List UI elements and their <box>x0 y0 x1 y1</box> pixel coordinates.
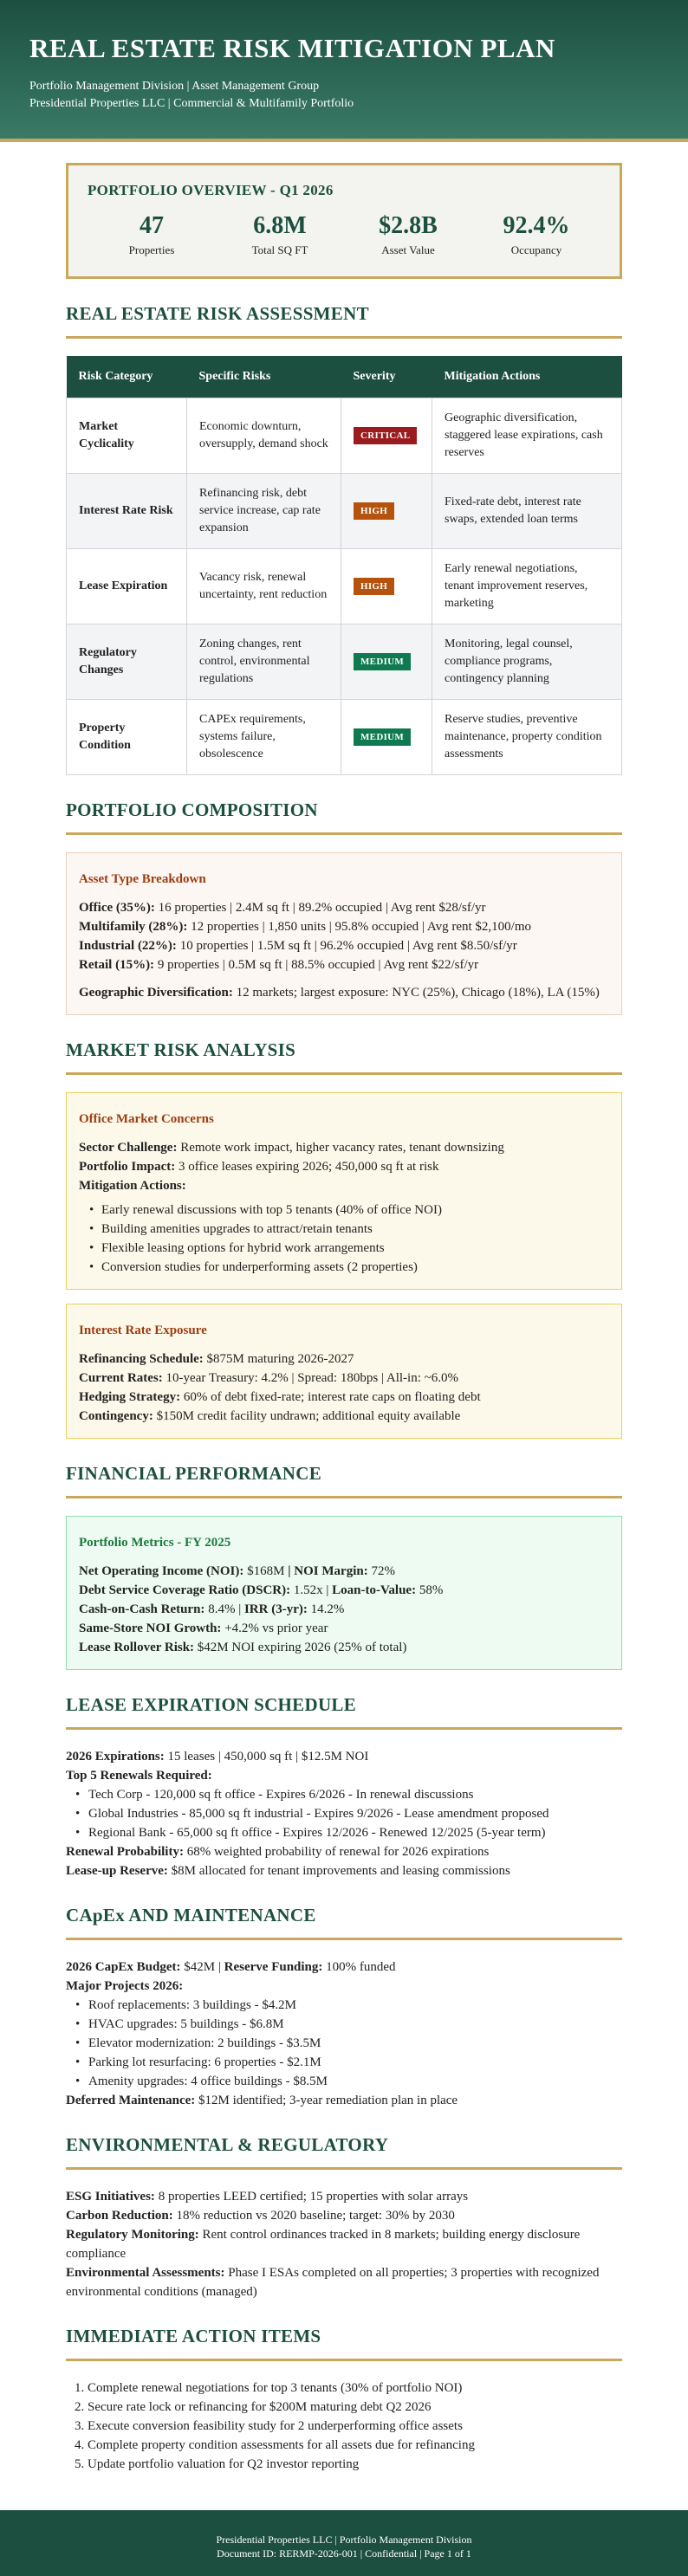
severity-badge: MEDIUM <box>354 728 411 746</box>
field-text: $875M maturing 2026-2027 <box>206 1351 354 1366</box>
risk-category: Market Cyclicality <box>67 398 187 473</box>
stat-value: $2.8B <box>379 212 438 239</box>
severity-cell <box>341 548 432 624</box>
asset-label: Multifamily (28%): <box>79 919 188 934</box>
field-value: 100% funded <box>326 1959 396 1974</box>
box-title: Office Market Concerns <box>79 1111 214 1126</box>
field-value: $168M <box>247 1563 285 1578</box>
field-text: Rent control ordinances tracked in 8 markets; building energy disclosure compliance <box>66 2227 581 2261</box>
list-item: • Roof replacements: 3 buildings - $4.2M <box>66 1996 622 2015</box>
expirations-line <box>66 1747 622 1766</box>
risk-category: Regulatory Changes <box>67 624 187 699</box>
field-label: Contingency: <box>79 1408 153 1423</box>
asset-office <box>79 898 609 917</box>
stat-properties <box>88 212 216 259</box>
regulatory-monitoring-line <box>66 2225 622 2263</box>
asset-label: Industrial (22%): <box>79 938 177 953</box>
field-label: Net Operating Income (NOI): <box>79 1563 244 1578</box>
severity-badge: MEDIUM <box>354 653 411 670</box>
list-item: • Amenity upgrades: 4 office buildings - $8.5M <box>66 2072 622 2091</box>
field-value: 8.4% <box>208 1602 236 1616</box>
mitigation-actions-label <box>79 1176 609 1195</box>
stat-label: Occupancy <box>510 243 562 256</box>
field-label: IRR (3-yr): <box>243 1602 308 1616</box>
same-store-line <box>79 1619 609 1638</box>
field-label: Refinancing Schedule: <box>79 1351 204 1366</box>
list-item: • Early renewal discussions with top 5 tenants (40% of office NOI) <box>79 1201 609 1220</box>
table-row <box>67 548 622 624</box>
field-text: $12M identified; 3-year remediation plan in place <box>198 2093 458 2107</box>
field-value: $42M NOI expiring 2026 (25% of total) <box>197 1640 407 1654</box>
list-item: 2. Secure rate lock or refinancing for $200M maturing debt Q2 2026 <box>75 2399 432 2414</box>
field-label: Reserve Funding: <box>224 1959 323 1974</box>
field-label: Same-Store NOI Growth: <box>79 1621 222 1635</box>
portfolio-overview-box <box>66 163 622 279</box>
stat-value: 47 <box>140 212 164 239</box>
portfolio-impact <box>79 1157 609 1176</box>
refinancing-schedule <box>79 1349 609 1369</box>
field-label: Regulatory Monitoring: <box>66 2227 199 2242</box>
field-text: $8M allocated for tenant improvements and leasing commissions <box>171 1863 510 1878</box>
action-items-list <box>66 2379 622 2474</box>
projects-label <box>66 1977 622 1996</box>
list-item: • Parking lot resurfacing: 6 properties - $2.1M <box>66 2053 622 2072</box>
severity-cell <box>341 624 432 699</box>
field-label: Renewal Probability: <box>66 1844 184 1859</box>
field-label: Current Rates: <box>79 1370 163 1385</box>
field-value: 1.52x <box>293 1582 323 1597</box>
severity-cell <box>341 398 432 473</box>
column-header: Risk Category <box>67 356 187 398</box>
mitigation-actions: Geographic diversification, staggered lease expirations, cash reserves <box>432 398 622 473</box>
section-title-market-risk: MARKET RISK ANALYSIS <box>66 1038 622 1075</box>
asset-text: 16 properties | 2.4M sq ft | 89.2% occupied | Avg rent $28/sf/yr <box>158 900 486 915</box>
geo-text: 12 markets; largest exposure: NYC (25%), Chicago (18%), LA (15%) <box>236 985 600 1000</box>
asset-industrial <box>79 936 609 955</box>
capex-content <box>66 1958 622 2110</box>
footer-line1: Presidential Properties LLC | Portfolio Management Division <box>216 2533 472 2546</box>
mitigation-actions-list <box>79 1201 609 1277</box>
rollover-line <box>79 1638 609 1657</box>
mitigation-actions: Fixed-rate debt, interest rate swaps, extended loan terms <box>432 473 622 548</box>
lease-up-reserve-line <box>66 1861 622 1880</box>
current-rates <box>79 1369 609 1388</box>
hedging-strategy <box>79 1388 609 1407</box>
list-item: • Building amenities upgrades to attract/retain tenants <box>79 1220 609 1239</box>
table-row <box>67 398 622 473</box>
list-item: 5. Update portfolio valuation for Q2 investor reporting <box>75 2456 360 2471</box>
field-label: Loan-to-Value: <box>332 1582 417 1597</box>
specific-risks: Refinancing risk, debt service increase, cap rate expansion <box>187 473 341 548</box>
document-title: REAL ESTATE RISK MITIGATION PLAN <box>29 33 555 63</box>
specific-risks: Zoning changes, rent control, environmental regulations <box>187 624 341 699</box>
severity-badge: HIGH <box>354 502 394 520</box>
field-label: Top 5 Renewals Required: <box>66 1768 212 1783</box>
field-label: Mitigation Actions: <box>79 1178 186 1193</box>
mitigation-actions: Early renewal negotiations, tenant improvement reserves, marketing <box>432 548 622 624</box>
box-title: Interest Rate Exposure <box>79 1323 207 1337</box>
field-label: Lease-up Reserve: <box>66 1863 168 1878</box>
stat-label: Total SQ FT <box>251 243 308 256</box>
interest-rate-exposure-box <box>66 1304 622 1439</box>
list-item: • HVAC upgrades: 5 buildings - $6.8M <box>66 2015 622 2034</box>
overview-stats <box>88 212 600 259</box>
environmental-content <box>66 2187 622 2301</box>
risk-category: Lease Expiration <box>67 548 187 624</box>
lease-expiration-content <box>66 1747 622 1880</box>
stat-value: 92.4% <box>503 212 570 239</box>
severity-badge: HIGH <box>354 578 394 595</box>
projects-list <box>66 1996 622 2091</box>
asset-label: Retail (15%): <box>79 957 155 972</box>
field-text: 15 leases | 450,000 sq ft | $12.5M NOI <box>167 1749 369 1764</box>
list-item: • Regional Bank - 65,000 sq ft office - Expires 12/2026 - Renewed 12/2025 (5-year term) <box>66 1823 622 1842</box>
environmental-assessments-line <box>66 2263 622 2301</box>
field-value: +4.2% vs prior year <box>224 1621 328 1635</box>
section-title-financial-performance: FINANCIAL PERFORMANCE <box>66 1461 622 1498</box>
field-label: Environmental Assessments: <box>66 2265 225 2280</box>
stat-value: 6.8M <box>253 212 307 239</box>
esg-line <box>66 2187 622 2206</box>
section-title-action-items: IMMEDIATE ACTION ITEMS <box>66 2324 622 2361</box>
column-header: Specific Risks <box>187 356 341 398</box>
list-item: 3. Execute conversion feasibility study for 2 underperforming office assets <box>75 2418 463 2433</box>
box-title: Asset Type Breakdown <box>79 871 206 886</box>
mitigation-actions: Reserve studies, preventive maintenance, property condition assessments <box>432 699 622 774</box>
field-label: 2026 CapEx Budget: <box>66 1959 181 1974</box>
overview-title: PORTFOLIO OVERVIEW - Q1 2026 <box>88 182 334 198</box>
contingency <box>79 1407 609 1426</box>
field-label: NOI Margin: <box>294 1563 368 1578</box>
specific-risks: CAPEx requirements, systems failure, obsolescence <box>187 699 341 774</box>
field-text: 68% weighted probability of renewal for 2026 expirations <box>186 1844 490 1859</box>
stat-label: Asset Value <box>381 243 435 256</box>
field-text: $150M credit facility undrawn; additional equity available <box>156 1408 461 1423</box>
footer-line2: Document ID: RERMP-2026-001 | Confidential | Page 1 of 1 <box>217 2547 471 2560</box>
field-label: Debt Service Coverage Ratio (DSCR): <box>79 1582 291 1597</box>
deferred-maintenance-line <box>66 2091 622 2110</box>
header-subtitle-line2: Presidential Properties LLC | Commercial & Multifamily Portfolio <box>29 97 354 110</box>
list-item: • Flexible leasing options for hybrid work arrangements <box>79 1239 609 1258</box>
portfolio-metrics-box <box>66 1516 622 1670</box>
field-label: Carbon Reduction: <box>66 2208 173 2223</box>
list-item: 4. Complete property condition assessments for all assets due for refinancing <box>75 2437 475 2452</box>
field-text: 3 office leases expiring 2026; 450,000 sq ft at risk <box>178 1159 439 1174</box>
renewals-list <box>66 1785 622 1842</box>
separator: | <box>288 1563 291 1578</box>
stat-asset-value <box>344 212 472 259</box>
mitigation-actions: Monitoring, legal counsel, compliance programs, contingency planning <box>432 624 622 699</box>
dscr-line <box>79 1581 609 1600</box>
asset-text: 10 properties | 1.5M sq ft | 96.2% occupied | Avg rent $8.50/sf/yr <box>179 938 517 953</box>
field-value: $42M <box>184 1959 216 1974</box>
field-text: Phase I ESAs completed on all properties; 3 properties with recognized environmental conditions (managed) <box>66 2265 600 2299</box>
table-row <box>67 473 622 548</box>
list-item: • Elevator modernization: 2 buildings - $3.5M <box>66 2034 622 2053</box>
stat-occupancy <box>472 212 600 259</box>
section-title-environmental: ENVIRONMENTAL & REGULATORY <box>66 2133 622 2170</box>
field-label: Hedging Strategy: <box>79 1389 181 1404</box>
section-title-portfolio-composition: PORTFOLIO COMPOSITION <box>66 798 622 835</box>
section-title-risk-assessment: REAL ESTATE RISK ASSESSMENT <box>66 301 622 339</box>
list-item: • Tech Corp - 120,000 sq ft office - Expires 6/2026 - In renewal discussions <box>66 1785 622 1804</box>
field-text: 60% of debt fixed-rate; interest rate caps on floating debt <box>183 1389 481 1404</box>
field-value: 72% <box>371 1563 395 1578</box>
field-label: 2026 Expirations: <box>66 1749 165 1764</box>
field-text: 8 properties LEED certified; 15 properties with solar arrays <box>158 2189 469 2204</box>
section-title-lease-expiration: LEASE EXPIRATION SCHEDULE <box>66 1693 622 1730</box>
specific-risks: Vacancy risk, renewal uncertainty, rent reduction <box>187 548 341 624</box>
asset-text: 9 properties | 0.5M sq ft | 88.5% occupied | Avg rent $22/sf/yr <box>157 957 479 972</box>
noi-line <box>79 1562 609 1581</box>
header-subtitle-line1: Portfolio Management Division | Asset Management Group <box>29 80 320 93</box>
field-label: Sector Challenge: <box>79 1140 178 1155</box>
separator: | <box>217 1959 221 1974</box>
field-text: Remote work impact, higher vacancy rates, tenant downsizing <box>180 1140 504 1155</box>
specific-risks: Economic downturn, oversupply, demand shock <box>187 398 341 473</box>
table-row <box>67 699 622 774</box>
table-row <box>67 624 622 699</box>
office-market-concerns-box <box>66 1092 622 1290</box>
severity-badge: CRITICAL <box>354 427 417 444</box>
stat-total-sqft <box>216 212 344 259</box>
field-label: Lease Rollover Risk: <box>79 1640 195 1654</box>
field-value: 14.2% <box>310 1602 345 1616</box>
document-body <box>0 142 688 2474</box>
geo-label: Geographic Diversification: <box>79 985 233 1000</box>
header-subtitle <box>29 78 659 113</box>
asset-label: Office (35%): <box>79 900 155 915</box>
table-header-row <box>67 356 622 398</box>
column-header: Severity <box>341 356 432 398</box>
renewals-label <box>66 1766 622 1785</box>
severity-cell <box>341 699 432 774</box>
field-value: 58% <box>419 1582 444 1597</box>
carbon-line <box>66 2206 622 2225</box>
document-header <box>0 0 688 142</box>
document-footer <box>0 2510 688 2576</box>
asset-retail <box>79 955 609 974</box>
returns-line <box>79 1600 609 1619</box>
field-label: Deferred Maintenance: <box>66 2093 196 2107</box>
field-label: Major Projects 2026: <box>66 1978 184 1993</box>
risk-category: Interest Rate Risk <box>67 473 187 548</box>
renewal-probability-line <box>66 1842 622 1861</box>
severity-cell <box>341 473 432 548</box>
asset-text: 12 properties | 1,850 units | 95.8% occupied | Avg rent $2,100/mo <box>191 919 531 934</box>
field-text: 10-year Treasury: 4.2% | Spread: 180bps | All-in: ~6.0% <box>166 1370 458 1385</box>
field-text: 18% reduction vs 2020 baseline; target: 30% by 2030 <box>176 2208 455 2223</box>
list-item: 1. Complete renewal negotiations for top 3 tenants (30% of portfolio NOI) <box>75 2380 463 2395</box>
section-title-capex: CApEx AND MAINTENANCE <box>66 1903 622 1940</box>
separator: | <box>326 1582 329 1597</box>
list-item: • Conversion studies for underperforming assets (2 properties) <box>79 1258 609 1277</box>
box-title: Portfolio Metrics - FY 2025 <box>79 1535 231 1550</box>
list-item: • Global Industries - 85,000 sq ft industrial - Expires 9/2026 - Lease amendment proposed <box>66 1804 622 1823</box>
asset-type-breakdown-box <box>66 852 622 1015</box>
field-label: Cash-on-Cash Return: <box>79 1602 205 1616</box>
stat-label: Properties <box>128 243 175 256</box>
asset-multifamily <box>79 917 609 936</box>
field-label: ESG Initiatives: <box>66 2189 155 2204</box>
risk-category: Property Condition <box>67 699 187 774</box>
column-header: Mitigation Actions <box>432 356 622 398</box>
capex-budget-line <box>66 1958 622 1977</box>
risk-assessment-table <box>66 356 622 775</box>
separator: | <box>238 1602 242 1616</box>
sector-challenge <box>79 1138 609 1157</box>
geographic-diversification <box>79 983 609 1002</box>
field-label: Portfolio Impact: <box>79 1159 176 1174</box>
